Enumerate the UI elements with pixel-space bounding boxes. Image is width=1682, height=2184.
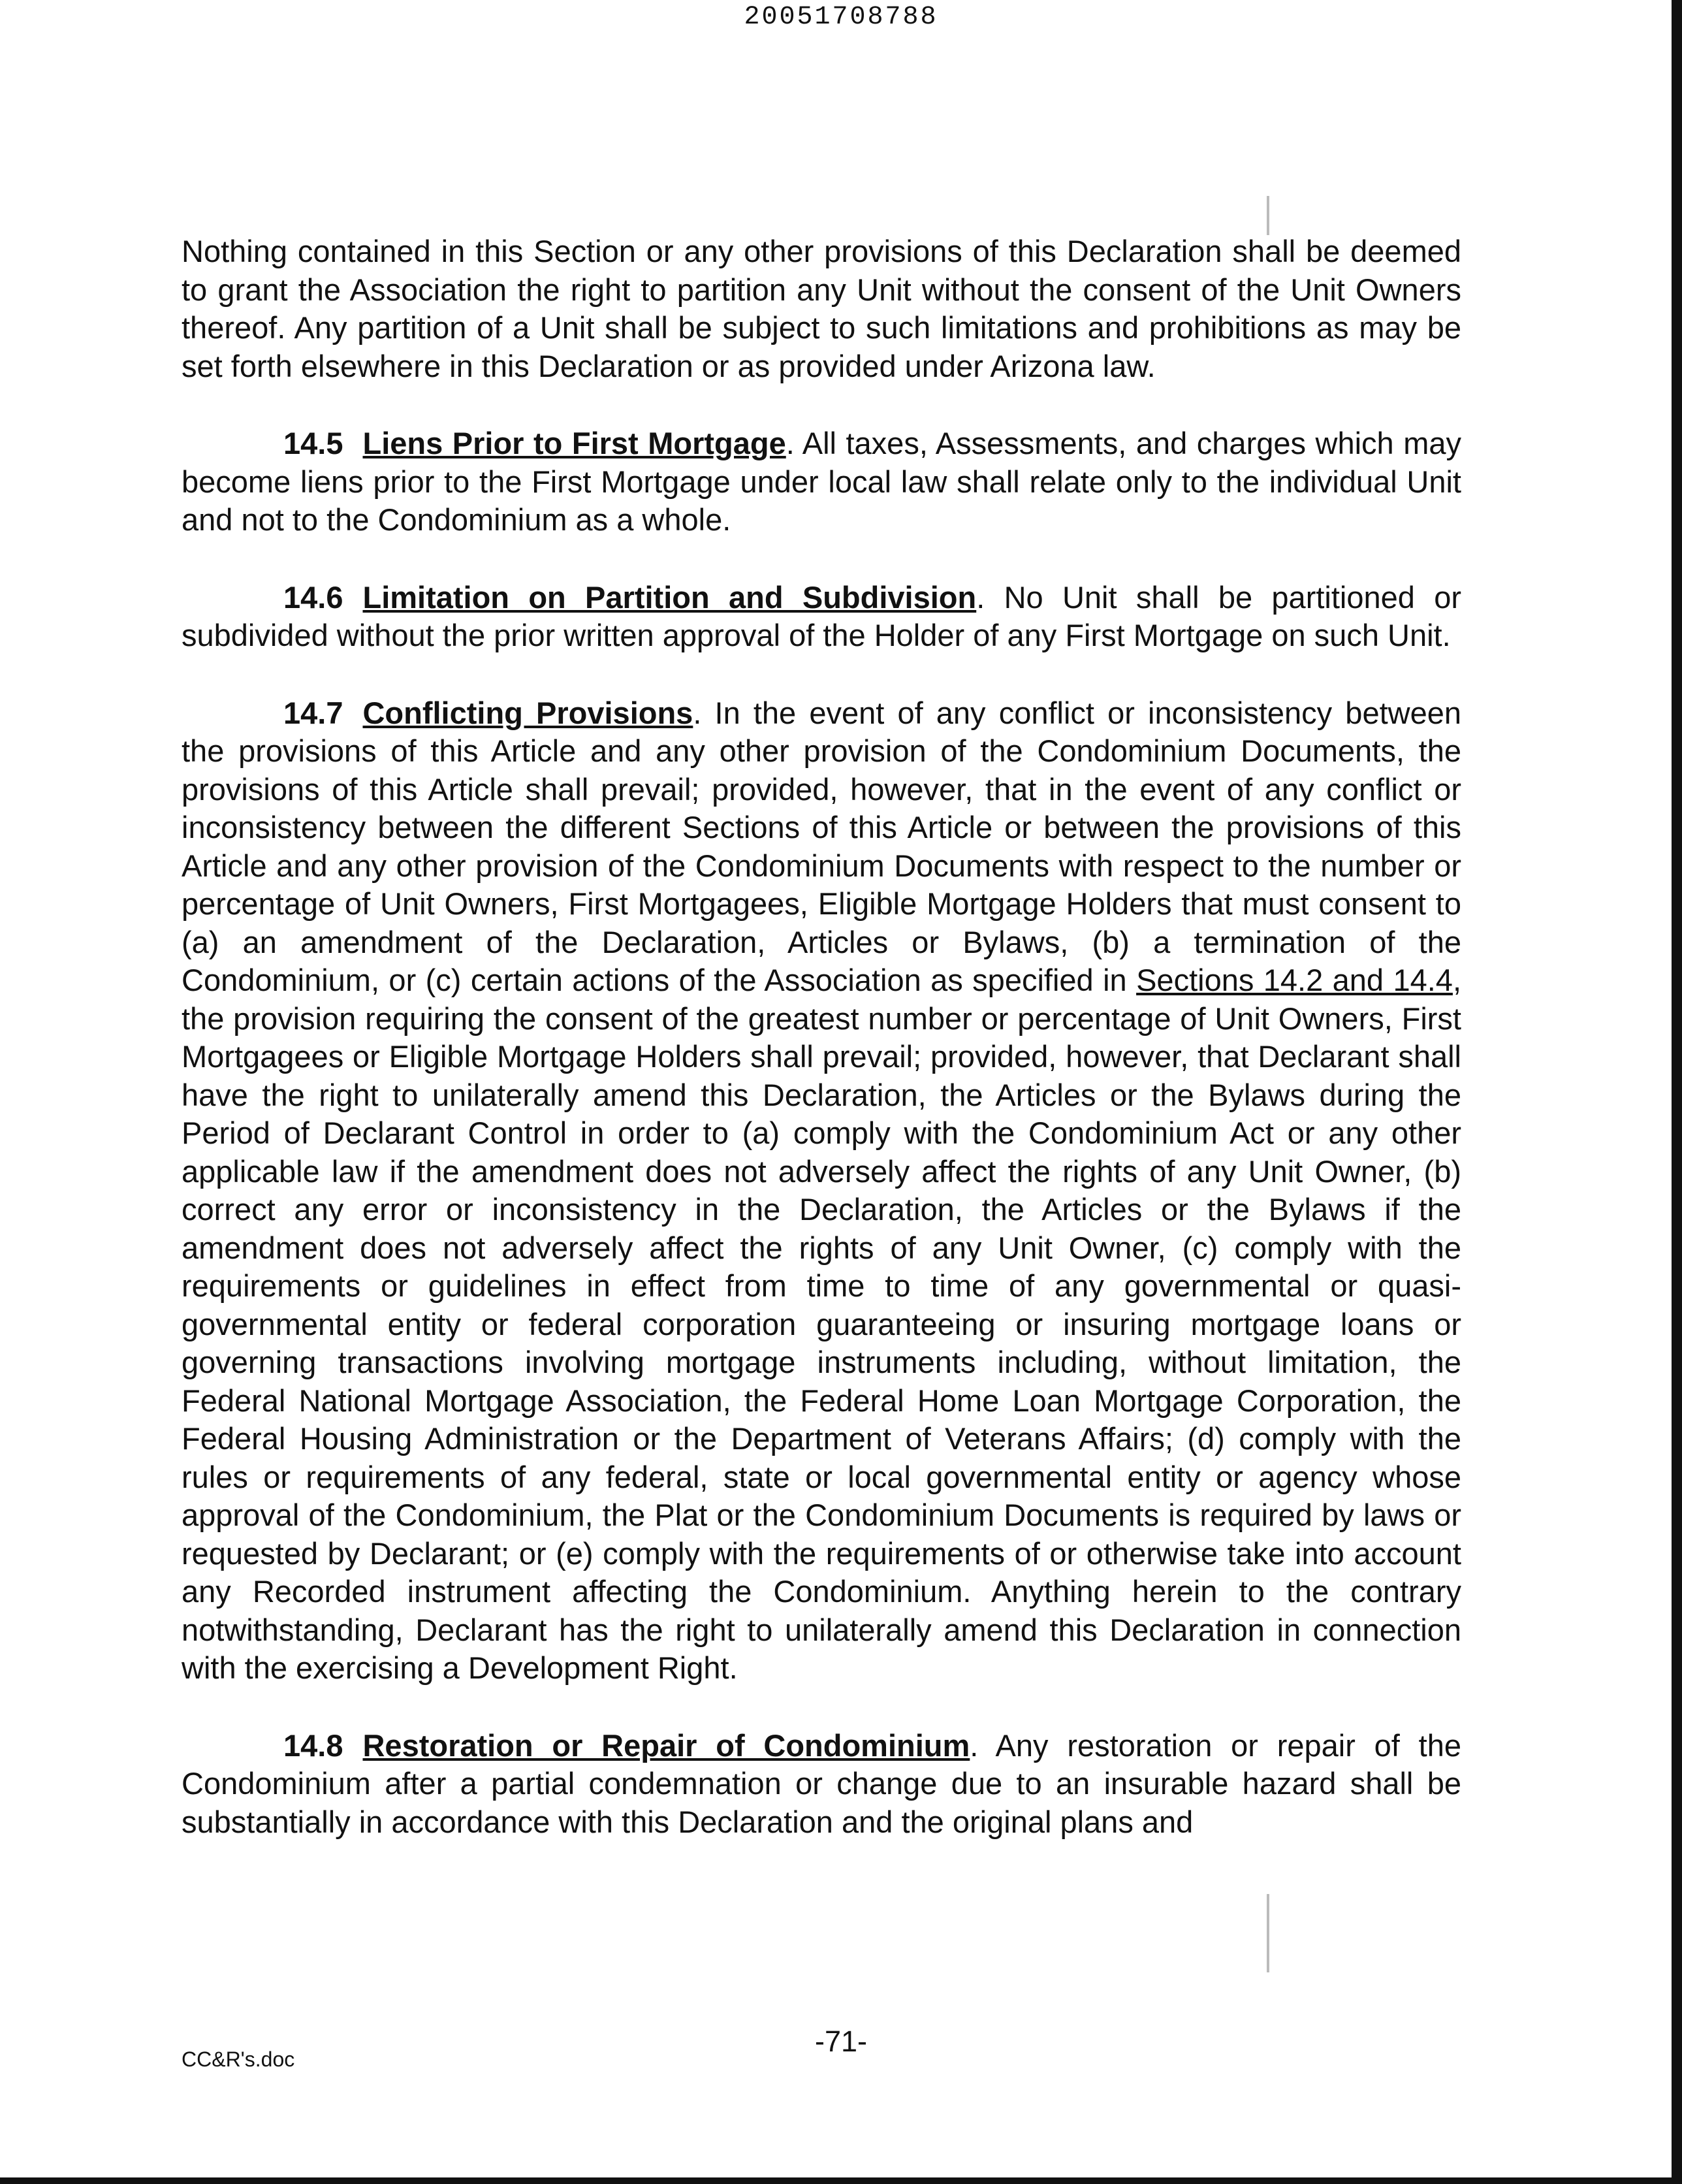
section-title: Limitation on Partition and Subdivision bbox=[362, 579, 977, 615]
footer-file-name: CC&R's.doc bbox=[182, 2048, 295, 2071]
section-number: 14.7 bbox=[283, 695, 343, 730]
scan-bottom-border bbox=[0, 2177, 1682, 2184]
document-number: 20051708788 bbox=[744, 3, 938, 32]
section-number: 14.8 bbox=[283, 1727, 343, 1763]
section-title: Conflicting Provisions bbox=[362, 695, 693, 730]
section-cross-reference: Sections 14.2 and 14.4 bbox=[1136, 963, 1453, 997]
section-14-8: 14.8 Restoration or Repair of Condominium. Any restoration or repair of the Condominium after a partial condemnation or change due to an insurable hazard shall be substantially in accordance with this Declaration and the original plans and bbox=[182, 1727, 1461, 1839]
section-text: All taxes, Assessments, and charges which may become liens prior to the First Mortgage under local law shall relate only to the individual Unit and not to the Condominium as a whole. bbox=[182, 426, 1461, 537]
scan-artifact bbox=[1267, 1894, 1269, 1972]
section-14-7: 14.7 Conflicting Provisions. In the event of any conflict or inconsistency between the provisions of this Article and any other provision of the Condominium Documents, the provisions of this Article shall prevail; provided, however, that in the event of any conflict or inconsistency between the different Sections of this Article or between the provisions of this Article and any other provision of the Condominium Documents with respect to the number or percentage of Unit Owners, First Mortgagees, Eligible Mortgage Holders that must consent to (a) an amendment of the Declaration, Articles or Bylaws, (b) a termination of the Condominium, or (c) certain actions of the Association as specified in Sections 14.2 and 14.4, the provision requiring the consent of the greatest number or percentage of Unit Owners, First Mortgagees or Eligible Mortgage Holders shall prevail; provided, however, that Declarant shall have the right to unilaterally amend this Declaration, the Articles or the Bylaws during the Period of Declarant Control in order to (a) comply with the Condominium Act or any other applicable law if the amendment does not adversely affect the rights of any Unit Owner, (b) correct any error or inconsistency in the Declaration, the Articles or the Bylaws if the amendment does not adversely affect the rights of any Unit Owner, (c) comply with the requirements or guidelines in effect from time to time of any governmental or quasi-governmental entity or federal corporation guaranteeing or insuring mortgage loans or governing transactions involving mortgage instruments including, without limitation, the Federal National Mortgage Association, the Federal Home Loan Mortgage Corporation, the Federal Housing Administration or the Department of Veterans Affairs; (d) comply with the rules or requirements of any federal, state or local governmental entity or agency whose approval of the Condominium, the Plat or the Condominium Documents is required by laws or requested by Declarant; or (e) comply with the requirements of or otherwise take into account any Recorded instrument affecting the Condominium. Anything herein to the contrary notwithstanding, Declarant has the right to unilaterally amend this Declaration in connection with the exercising a Development Right. bbox=[182, 695, 1461, 1685]
page-number: -71- bbox=[814, 2025, 868, 2058]
section-text-continued: , the provision requiring the consent of the greatest number or percentage of Unit Owners, First Mortgagees or Eligible Mortgage Holders shall prevail; provided, however, that Declarant shall have the right to unilaterally amend this Declaration, the Articles or the Bylaws during the Period of Declarant Control in order to (a) comply with the Condominium Act or any other applicable law if the amendment does not adversely affect the rights of any Unit Owner, (b) correct any error or inconsistency in the Declaration, the Articles or the Bylaws if the amendment does not adversely affect the rights of any Unit Owner, (c) comply with the requirements or guidelines in effect from time to time of any governmental or quasi-governmental entity or federal corporation guaranteeing or insuring mortgage loans or governing transactions involving mortgage instruments including, without limitation, the Federal National Mortgage Association, the Federal Home Loan Mortgage Corporation, the Federal Housing Administration or the Department of Veterans Affairs; (d) comply with the rules or requirements of any federal, state or local governmental entity or agency whose approval of the Condominium, the Plat or the Condominium Documents is required by laws or requested by Declarant; or (e) comply with the requirements of or otherwise take into account any Recorded instrument affecting the Condominium. Anything herein to the contrary notwithstanding, Declarant has the right to unilaterally amend this Declaration in connection with the exercising a Development Right. bbox=[182, 963, 1461, 1685]
section-title: Liens Prior to First Mortgage bbox=[362, 426, 786, 460]
section-number: 14.6 bbox=[283, 579, 343, 615]
section-text: Any restoration or repair of the Condominium after a partial condemnation or change due to an insurable hazard shall be substantially in accordance with this Declaration and the original plans and bbox=[182, 1727, 1461, 1839]
section-title: Restoration or Repair of Condominium bbox=[362, 1727, 970, 1763]
section-text: In the event of any conflict or inconsistency between the provisions of this Article and any other provision of the Condominium Documents, the provisions of this Article shall prevail; provided, however, that in the event of any conflict or inconsistency between the different Sections of this Article or between the provisions of this Article and any other provision of the Condominium Documents with respect to the number or percentage of Unit Owners, First Mortgagees, Eligible Mortgage Holders that must consent to (a) an amendment of the Declaration, Articles or Bylaws, (b) a termination of the Condominium, or (c) certain actions of the Association as specified in bbox=[182, 695, 1461, 997]
scan-artifact bbox=[1267, 196, 1269, 235]
scan-right-border bbox=[1672, 0, 1682, 2184]
intro-paragraph: Nothing contained in this Section or any other provisions of this Declaration shall be deemed to grant the Association the right to partition any Unit without the consent of the Unit Owners thereof. Any partition of a Unit shall be subject to such limitations and prohibitions as may be set forth elsewhere in this Declaration or as provided under Arizona law. bbox=[182, 234, 1461, 383]
document-body bbox=[182, 233, 1461, 1880]
section-14-6: 14.6 Limitation on Partition and Subdivision. No Unit shall be partitioned or subdivided without the prior written approval of the Holder of any First Mortgage on such Unit. bbox=[182, 579, 1461, 652]
section-number: 14.5 bbox=[283, 426, 343, 460]
section-text: No Unit shall be partitioned or subdivided without the prior written approval of the Holder of any First Mortgage on such Unit. bbox=[182, 579, 1461, 652]
section-14-5: 14.5 Liens Prior to First Mortgage. All taxes, Assessments, and charges which may become liens prior to the First Mortgage under local law shall relate only to the individual Unit and not to the Condominium as a whole. bbox=[182, 426, 1461, 537]
